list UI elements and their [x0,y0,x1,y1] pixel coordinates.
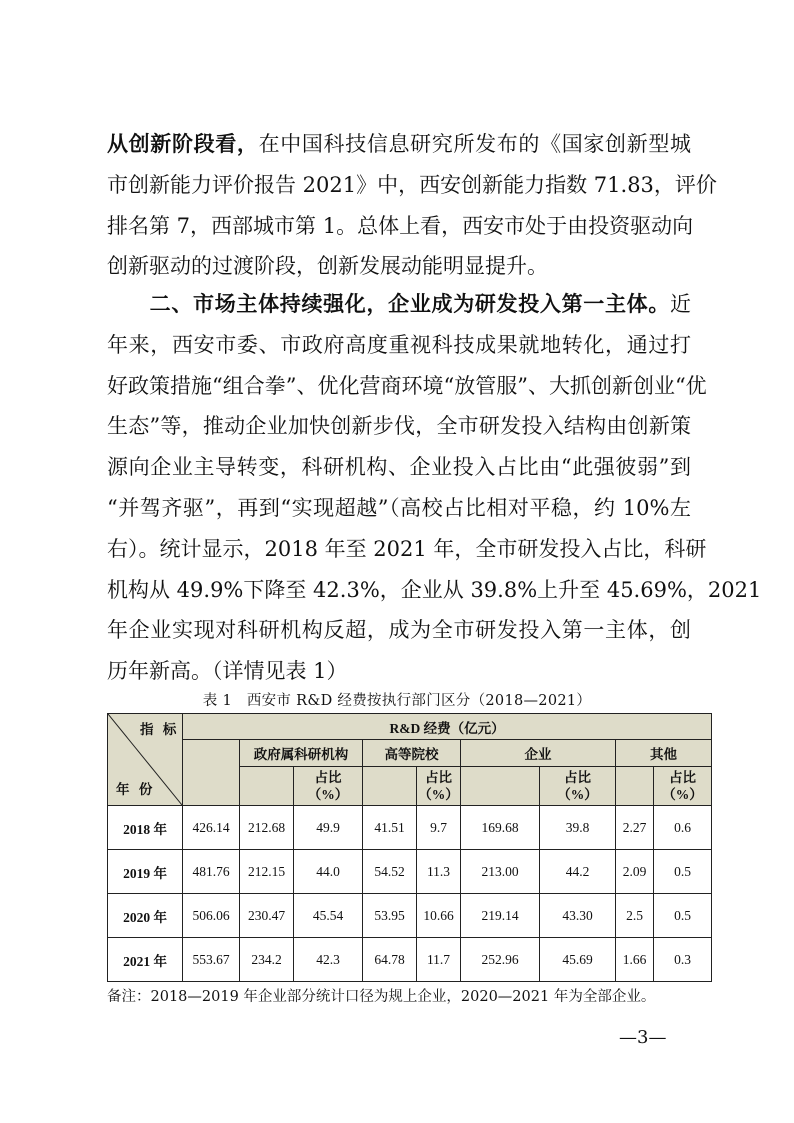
share-label: 占比 [564,770,591,785]
ent-cell: 252.96 [461,938,540,982]
paragraph-innovation-stage [107,124,717,287]
ent-cell: 219.14 [461,894,540,938]
paragraph-line: 市创新能力评价报告 2021》中，西安创新能力指数 71.83，评价 [107,172,717,197]
paragraph-line: 好政策措施“组合拳”、优化营商环境“放管服”、大抓创新创业“优 [107,373,707,398]
paragraph-line: 右）。统计显示，2018 年至 2021 年，全市研发投入占比，科研 [107,536,707,561]
total-cell: 426.14 [183,806,240,850]
univ-cell: 41.51 [363,806,417,850]
paragraph-line [107,284,691,325]
share-header-other [654,767,712,806]
gov-cell: 234.2 [240,938,294,982]
gov-cell: 212.68 [240,806,294,850]
share-label: 占比 [669,770,697,785]
text-run: 近 [670,292,691,316]
value-header-gov [240,767,294,806]
paragraph-market-entities [107,284,762,692]
table-row [108,850,712,894]
share-unit: （%） [307,787,349,802]
section-heading-bold: 二、市场主体持续强化，企业成为研发投入第一主体。 [149,291,670,316]
univ-pct-cell: 10.66 [417,894,461,938]
rd-expenditure-table [107,713,712,982]
page-number: —3— [619,1027,667,1048]
paragraph-line: 年来，西安市委、市政府高度重视科技成果就地转化，通过打 [107,332,691,357]
paragraph-line: 创新驱动的过渡阶段，创新发展动能明显提升。 [107,254,548,279]
univ-pct-cell: 11.3 [417,850,461,894]
table-corner-cell [108,714,183,806]
share-unit: （%） [557,787,598,802]
paragraph-line: “并驾齐驱”，再到“实现超越”（高校占比相对平稳，约 10%左 [107,495,691,520]
univ-cell: 64.78 [363,938,417,982]
paragraph-line: 生态”等，推动企业加快创新步伐，全市研发投入结构由创新策 [107,414,691,439]
corner-label-year: 年 份 [116,782,156,797]
text-run: 在中国科技信息研究所发布的《国家创新型城 [258,132,691,156]
paragraph-line: 排名第 7，西部城市第 1。总体上看，西安市处于由投资驱动向 [107,213,694,238]
share-label: 占比 [425,770,452,785]
other-pct-cell: 0.5 [654,894,712,938]
ent-cell: 213.00 [461,850,540,894]
lead-in-bold: 从创新阶段看， [107,131,259,156]
ent-pct-cell: 39.8 [540,806,616,850]
paragraph-line: 机构从 49.9%下降至 42.3%，企业从 39.8%上升至 45.69%，2021 [107,577,762,602]
univ-cell: 53.95 [363,894,417,938]
category-header-univ: 高等院校 [363,740,461,767]
table-note: 备注：2018—2019 年企业部分统计口径为规上企业，2020—2021 年为全部企业。 [107,989,656,1005]
gov-cell: 212.15 [240,850,294,894]
total-cell: 481.76 [183,850,240,894]
paragraph-line: 源向企业主导转变，科研机构、企业投入占比由“此强彼弱”到 [107,455,691,480]
univ-pct-cell: 11.7 [417,938,461,982]
share-header-gov [294,767,363,806]
other-cell: 2.09 [616,850,654,894]
year-cell: 2019 年 [108,850,183,894]
gov-pct-cell: 49.9 [294,806,363,850]
other-cell: 2.5 [616,894,654,938]
paragraph-line: 年企业实现对科研机构反超，成为全市研发投入第一主体，创 [107,618,691,643]
paragraph-line: 历年新高。（详情见表 1） [107,659,348,684]
univ-cell: 54.52 [363,850,417,894]
other-cell: 1.66 [616,938,654,982]
ent-pct-cell: 43.30 [540,894,616,938]
total-header [183,740,240,806]
ent-pct-cell: 45.69 [540,938,616,982]
value-header-other [616,767,654,806]
paragraph-line [107,124,691,165]
gov-pct-cell: 45.54 [294,894,363,938]
group-header: R&D 经费（亿元） [183,714,712,740]
share-unit: （%） [418,787,459,802]
ent-pct-cell: 44.2 [540,850,616,894]
value-header-univ [363,767,417,806]
total-cell: 506.06 [183,894,240,938]
category-header-other: 其他 [616,740,712,767]
share-unit: （%） [662,787,703,802]
gov-pct-cell: 44.0 [294,850,363,894]
year-cell: 2018 年 [108,806,183,850]
share-header-univ [417,767,461,806]
other-pct-cell: 0.3 [654,938,712,982]
gov-pct-cell: 42.3 [294,938,363,982]
year-cell: 2021 年 [108,938,183,982]
table-row [108,938,712,982]
table-row [108,894,712,938]
share-header-ent [540,767,616,806]
other-cell: 2.27 [616,806,654,850]
table-row [108,806,712,850]
value-header-ent [461,767,540,806]
other-pct-cell: 0.6 [654,806,712,850]
category-header-gov: 政府属科研机构 [240,740,363,767]
total-cell: 553.67 [183,938,240,982]
year-cell: 2020 年 [108,894,183,938]
table-caption: 表 1 西安市 R&D 经费按执行部门区分（2018—2021） [202,693,592,709]
univ-pct-cell: 9.7 [417,806,461,850]
gov-cell: 230.47 [240,894,294,938]
share-label: 占比 [314,770,342,785]
category-header-ent: 企业 [461,740,616,767]
other-pct-cell: 0.5 [654,850,712,894]
ent-cell: 169.68 [461,806,540,850]
corner-label-indicator: 指 标 [140,722,180,737]
